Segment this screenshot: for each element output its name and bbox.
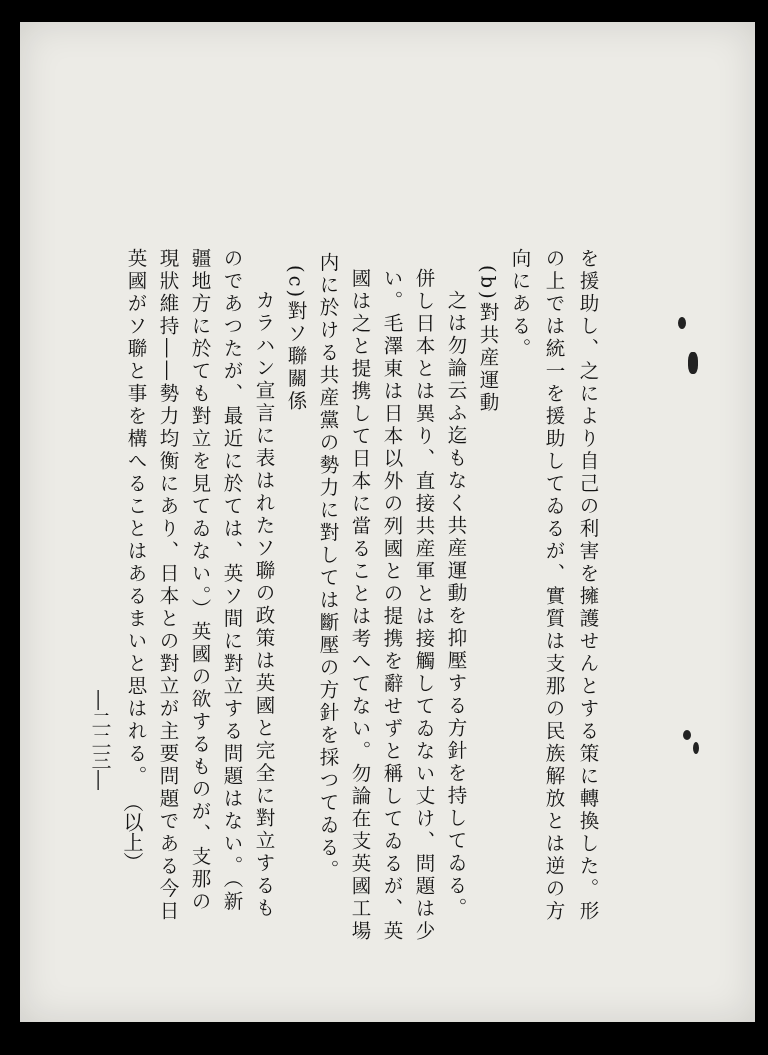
end-marker: （以上）	[120, 792, 144, 872]
text-column-12: のであつたが、最近に於ては、英ソ間に對立する問題はない。（新	[220, 248, 244, 914]
ink-smudge	[688, 352, 698, 374]
text-column-8: 國は之と提携して日本に當ることは考へてない。勿論在支英國工場	[348, 268, 372, 943]
text-column-6: 併し日本とは異り、直接共産軍とは接觸してゐない丈け、問題は少	[412, 268, 436, 943]
section-heading-b: (b)對共産運動	[476, 265, 500, 415]
ink-smudge	[693, 742, 699, 754]
section-heading-c: (c)對ソ聯關係	[284, 265, 308, 413]
text-column-15: 英國がソ聯と事を構へることはあるまいと思はれる。	[124, 248, 148, 788]
text-column-13: 疆地方に於ても對立を見てゐない。）英國の欲するものが、支那の	[188, 248, 212, 914]
ink-smudge	[678, 317, 686, 329]
text-column-7: い。毛澤東は日本以外の列國との提携を辭せずと稱してゐるが、英	[380, 268, 404, 943]
text-column-1: を援助し、之により自己の利害を擁護せんとする策に轉換した。形	[576, 248, 600, 923]
document-page	[20, 22, 755, 1022]
text-column-5: 之は勿論云ふ迄もなく共産運動を抑壓する方針を持してゐる。	[444, 290, 468, 920]
text-column-9: 内に於ける共産黨の勢力に對しては斷壓の方針を採つてゐる。	[316, 252, 340, 882]
text-column-2: の上では統一を援助してゐるが、實質は支那の民族解放とは逆の方	[542, 248, 566, 923]
text-column-14: 現狀維持――勢力均衡にあり、日本との對立が主要問題である今日	[156, 248, 180, 923]
ink-smudge	[683, 730, 691, 740]
text-column-3: 向にある。	[508, 248, 532, 361]
page-number: ―二二三―	[88, 690, 112, 790]
text-column-11: カラハン宣言に表はれたソ聯の政策は英國と完全に對立するも	[252, 290, 276, 920]
